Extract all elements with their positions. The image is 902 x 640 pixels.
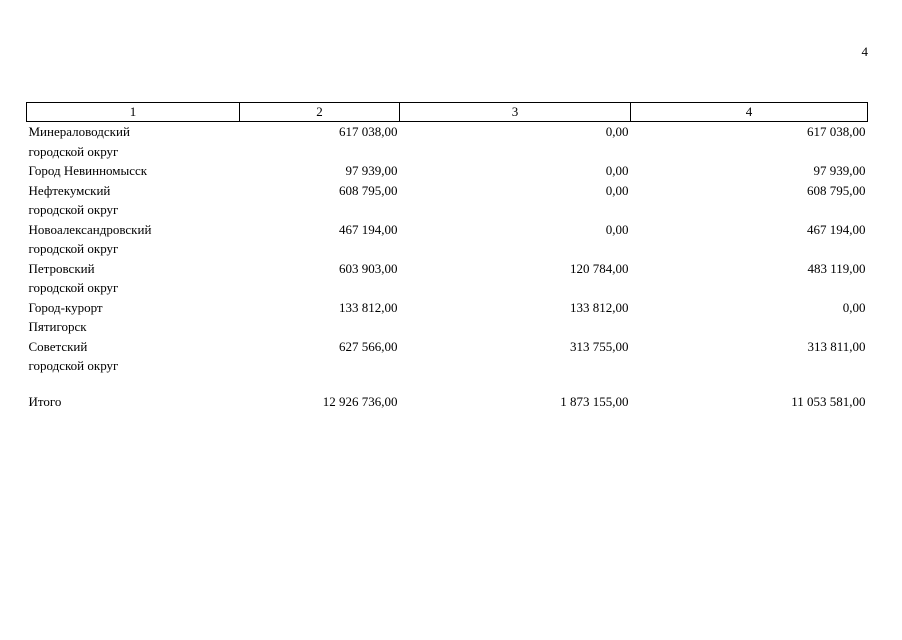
row-value-c3: 133 812,00 xyxy=(570,299,629,315)
row-value-c2: 603 903,00 xyxy=(339,260,398,276)
row-value-c4: 313 811,00 xyxy=(807,338,866,354)
data-table xyxy=(26,102,868,411)
row-value-c4: 0,00 xyxy=(842,299,866,315)
row-value-c3: 0,00 xyxy=(605,124,629,139)
table-row xyxy=(27,259,868,298)
row-value-c4: 608 795,00 xyxy=(807,182,866,198)
row-name-cell xyxy=(27,337,240,376)
row-value-c3: 0,00 xyxy=(605,182,629,198)
table-header-row xyxy=(27,103,868,122)
row-name-line: городской округ xyxy=(28,280,119,295)
row-value-c2: 133 812,00 xyxy=(339,299,398,315)
column-header-2: 2 xyxy=(240,103,400,122)
row-name-line: городской округ xyxy=(28,202,119,217)
row-value-c4: 483 119,00 xyxy=(807,260,866,276)
row-name-line: Город Невинномысск xyxy=(28,163,148,178)
table-row xyxy=(27,337,868,376)
row-name-cell xyxy=(27,298,240,337)
row-name-cell xyxy=(27,220,240,259)
row-value-c4: 97 939,00 xyxy=(813,163,866,178)
row-name-cell xyxy=(27,259,240,298)
row-name-line: городской округ xyxy=(28,358,119,373)
table-row xyxy=(27,298,868,337)
total-col-4: 11 053 581,00 xyxy=(791,393,866,409)
row-value-c4: 467 194,00 xyxy=(807,221,866,237)
table-row xyxy=(27,161,868,181)
total-col-3: 1 873 155,00 xyxy=(560,393,629,409)
spacer-row xyxy=(27,376,868,388)
table-row xyxy=(27,181,868,220)
row-name-cell xyxy=(27,122,240,162)
table-row xyxy=(27,122,868,162)
row-value-c2: 617 038,00 xyxy=(339,124,398,139)
row-value-c3: 313 755,00 xyxy=(570,338,629,354)
row-value-c2: 627 566,00 xyxy=(339,338,398,354)
row-name-line: Советский xyxy=(28,338,88,354)
total-label: Итого xyxy=(28,393,62,409)
row-name-line: Пятигорск xyxy=(28,319,87,334)
row-name-line: городской округ xyxy=(28,143,119,159)
row-value-c4: 617 038,00 xyxy=(807,124,866,139)
spacer-cell xyxy=(27,376,868,388)
row-value-c2: 467 194,00 xyxy=(339,221,398,237)
column-header-1: 1 xyxy=(27,103,240,122)
row-name-line: Минераловодский xyxy=(28,124,130,139)
row-value-c3: 120 784,00 xyxy=(570,260,629,276)
row-value-c3: 0,00 xyxy=(605,221,629,237)
row-name-line: Петровский xyxy=(28,260,95,276)
total-col-2: 12 926 736,00 xyxy=(322,393,398,409)
row-name-line: Город-курорт xyxy=(28,299,103,315)
row-name-cell xyxy=(27,161,240,181)
row-value-c3: 0,00 xyxy=(605,163,629,178)
table-row xyxy=(27,220,868,259)
column-header-4: 4 xyxy=(631,103,868,122)
page-number: 4 xyxy=(861,44,868,59)
row-name-line: Нефтекумский xyxy=(28,182,111,198)
row-value-c2: 608 795,00 xyxy=(339,182,398,198)
row-name-line: Новоалександровский xyxy=(28,221,152,237)
row-name-cell xyxy=(27,181,240,220)
row-name-line: городской округ xyxy=(28,241,119,256)
total-row xyxy=(27,388,868,412)
column-header-3: 3 xyxy=(400,103,631,122)
row-value-c2: 97 939,00 xyxy=(345,163,398,178)
